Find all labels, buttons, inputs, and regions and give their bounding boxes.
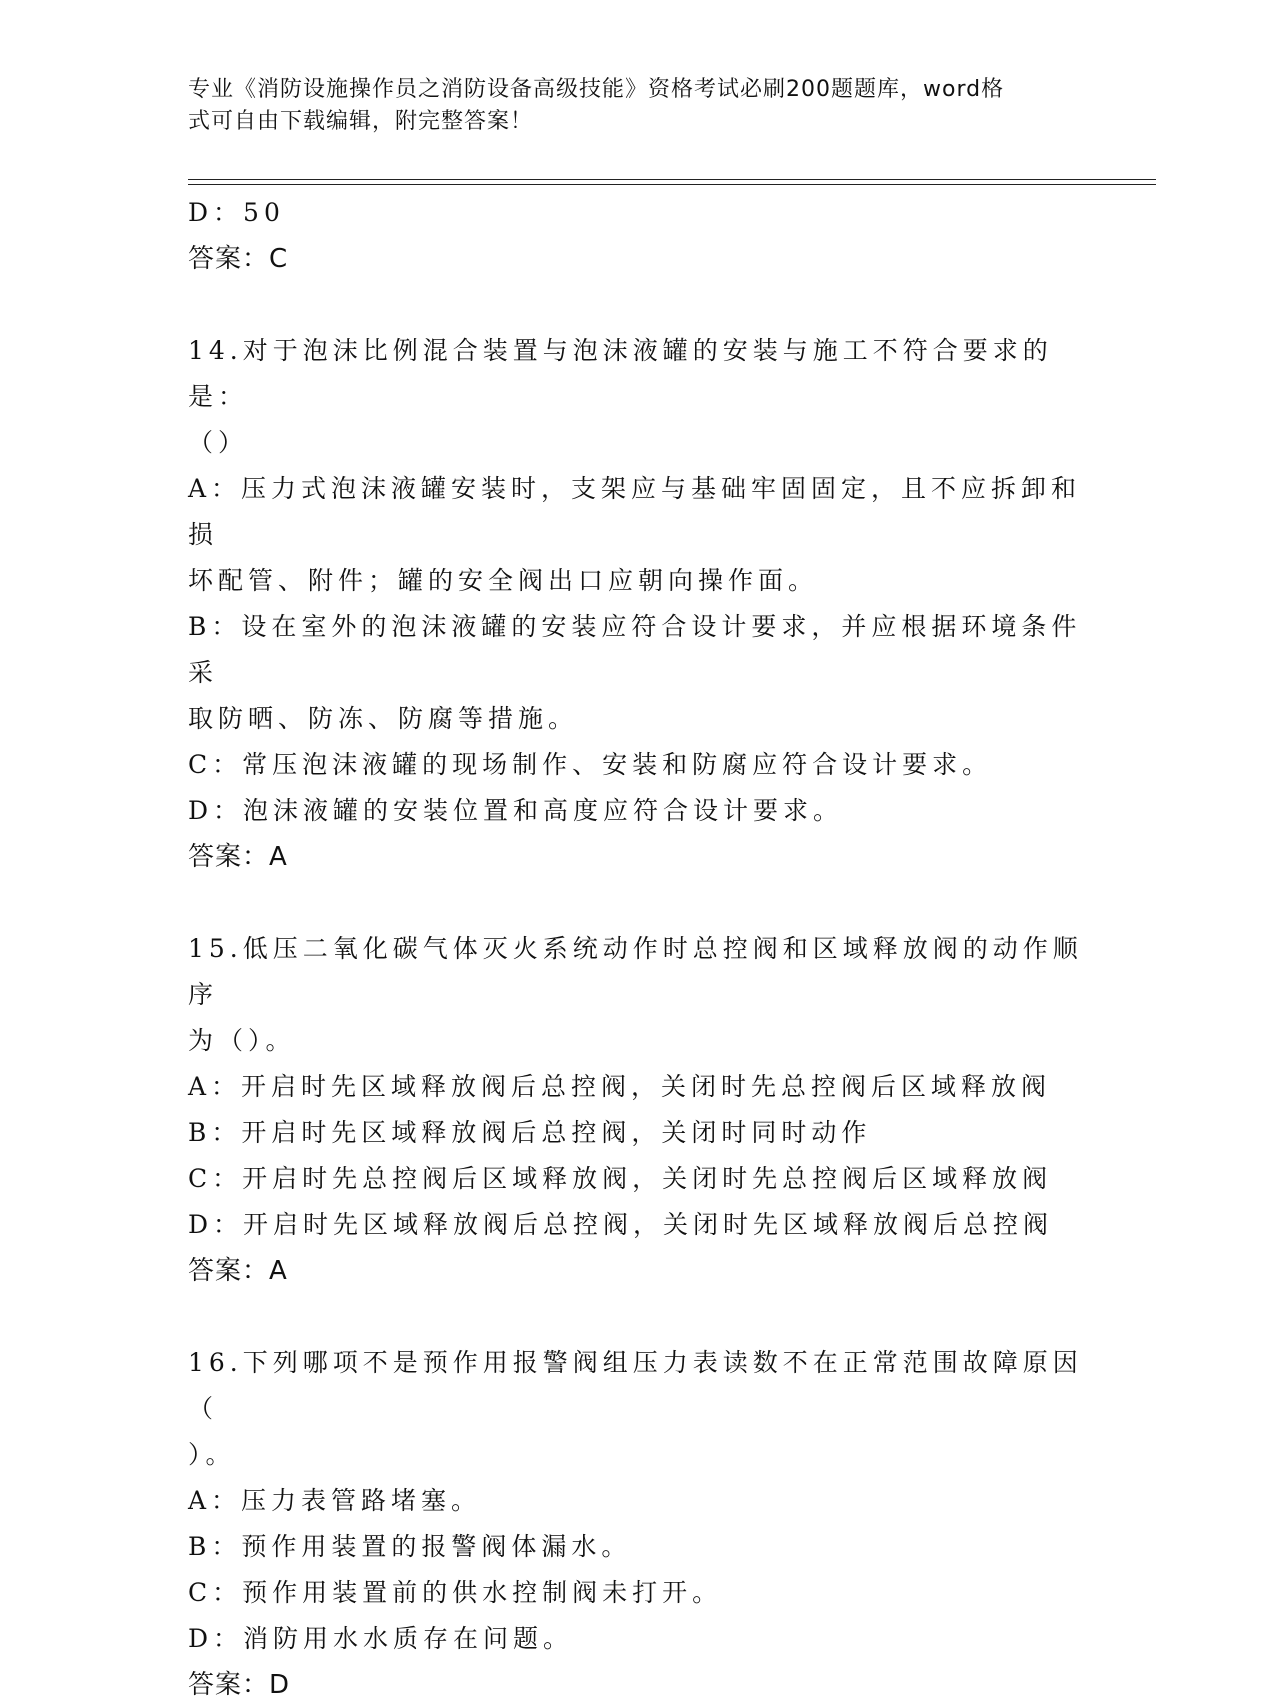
spacer — [188, 282, 1088, 328]
question-16-stem-cont: ）。 — [188, 1440, 236, 1469]
question-15-stem: 15.低压二氧化碳气体灭火系统动作时总控阀和区域释放阀的动作顺序 — [188, 934, 1083, 1009]
question-15-option-c: C：开启时先总控阀后区域释放阀，关闭时先总控阀后区域释放阀 — [188, 1164, 1053, 1193]
question-15 — [188, 926, 1088, 1294]
question-14-stem-cont: （） — [188, 428, 249, 457]
question-14-option-c: C：常压泡沫液罐的现场制作、安装和防腐应符合设计要求。 — [188, 750, 993, 779]
spacer — [188, 880, 1088, 926]
prev-option-d: D：50 — [188, 198, 285, 227]
question-15-stem-cont: 为（）。 — [188, 1026, 296, 1055]
question-15-option-a: A：开启时先区域释放阀后总控阀，关闭时先总控阀后区域释放阀 — [188, 1072, 1052, 1101]
question-14-option-b: B：设在室外的泡沫液罐的安装应符合设计要求，并应根据环境条件采 — [188, 612, 1082, 687]
question-content — [188, 190, 1088, 1708]
question-16-stem: 16.下列哪项不是预作用报警阀组压力表读数不在正常范围故障原因（ — [188, 1348, 1083, 1423]
question-16 — [188, 1340, 1088, 1708]
question-14-stem: 14.对于泡沫比例混合装置与泡沫液罐的安装与施工不符合要求的是： — [188, 336, 1053, 411]
question-14 — [188, 328, 1088, 880]
question-16-option-c: C：预作用装置前的供水控制阀未打开。 — [188, 1578, 723, 1607]
header-divider-bottom — [188, 184, 1156, 185]
question-14-answer: 答案：A — [188, 842, 288, 872]
question-15-answer: 答案：A — [188, 1256, 288, 1286]
header-line-1: 专业《消防设施操作员之消防设备高级技能》资格考试必刷200题题库，word格 — [188, 77, 1005, 102]
spacer — [188, 1294, 1088, 1340]
question-14-option-b-cont: 取防晒、防冻、防腐等措施。 — [188, 704, 579, 733]
header-line-2: 式可自由下载编辑，附完整答案！ — [188, 109, 534, 134]
document-header — [188, 74, 1088, 138]
question-16-option-d: D：消防用水水质存在问题。 — [188, 1624, 574, 1653]
question-15-option-d: D：开启时先区域释放阀后总控阀，关闭时先区域释放阀后总控阀 — [188, 1210, 1054, 1239]
question-16-option-b: B：预作用装置的报警阀体漏水。 — [188, 1532, 632, 1561]
question-15-option-b: B：开启时先区域释放阀后总控阀，关闭时同时动作 — [188, 1118, 872, 1147]
header-divider-top — [188, 179, 1156, 180]
prev-answer: 答案：C — [188, 244, 289, 274]
question-14-option-a: A：压力式泡沫液罐安装时，支架应与基础牢固固定，且不应拆卸和损 — [188, 474, 1082, 549]
question-16-answer: 答案：D — [188, 1670, 291, 1700]
question-14-option-a-cont: 坏配管、附件；罐的安全阀出口应朝向操作面。 — [188, 566, 819, 595]
question-14-option-d: D：泡沫液罐的安装位置和高度应符合设计要求。 — [188, 796, 844, 825]
question-16-option-a: A：压力表管路堵塞。 — [188, 1486, 482, 1515]
